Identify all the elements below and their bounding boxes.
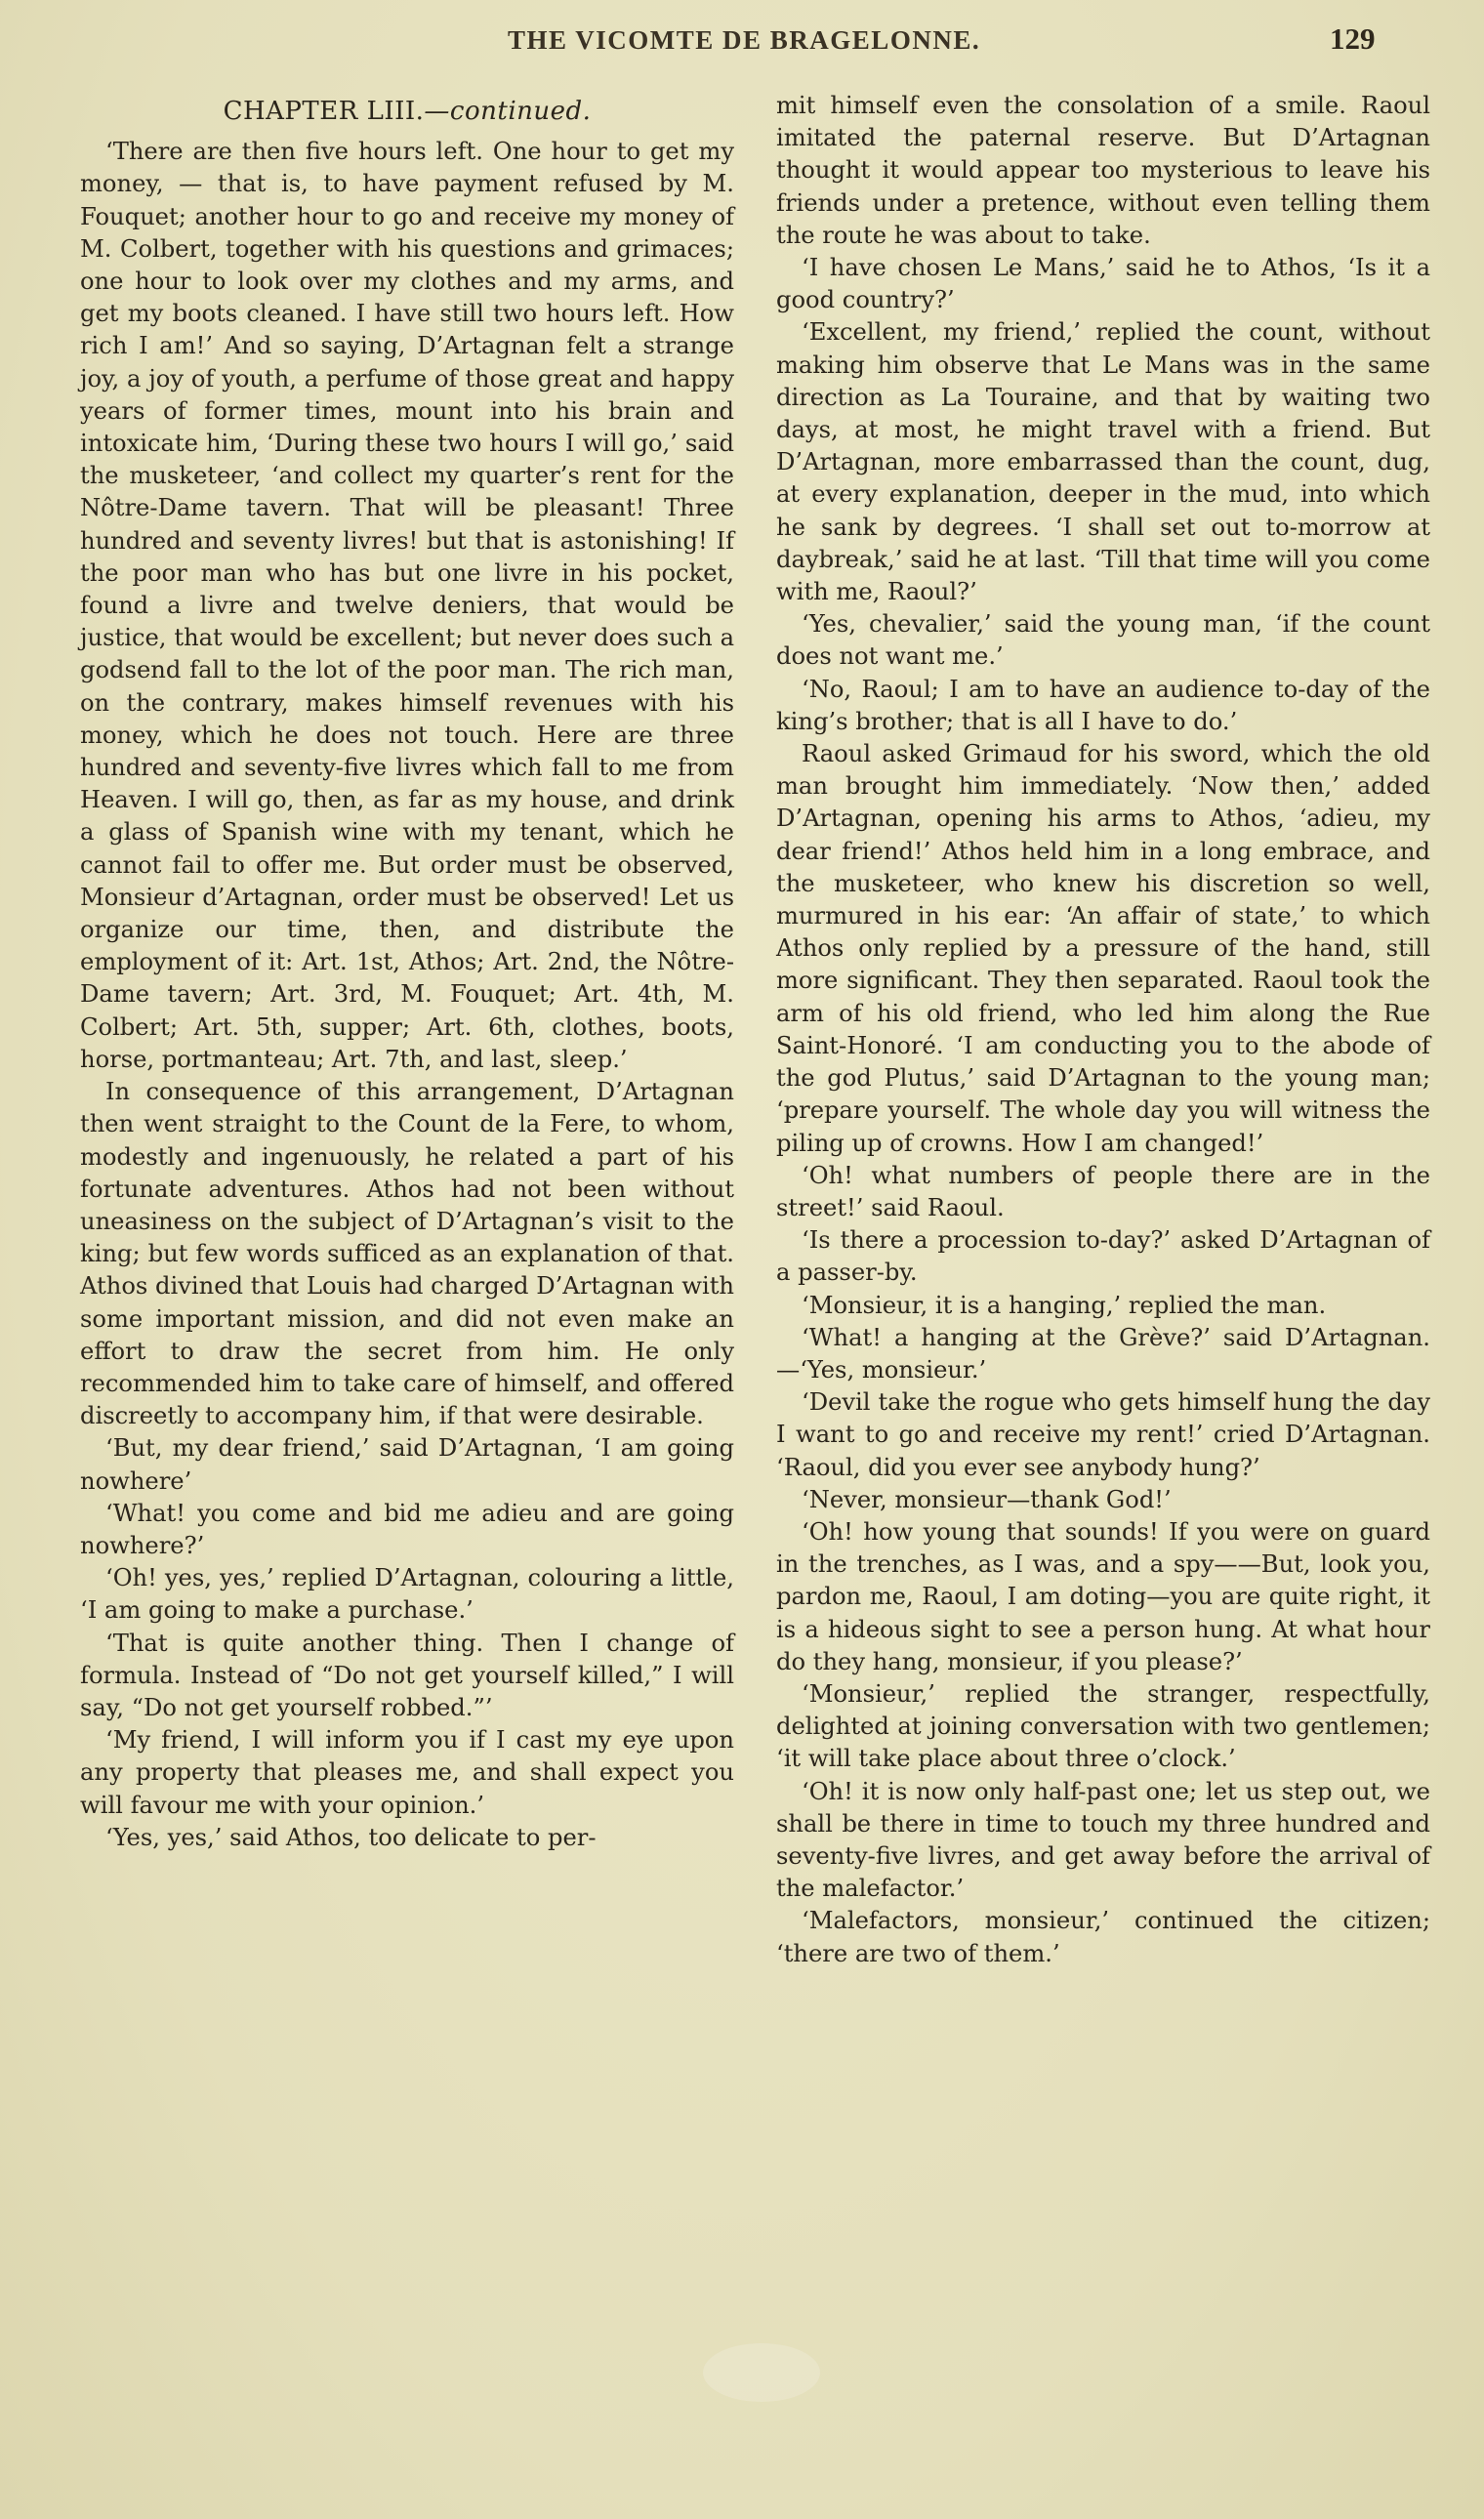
chapter-heading xyxy=(80,96,734,128)
paragraph: ‘Is there a procession to-day?’ asked D’Artagnan of a passer-by. xyxy=(776,1226,1430,1287)
chapter-label: CHAPTER LIII. xyxy=(223,97,425,126)
paragraph: ‘Oh! it is now only half-past one; let us step out, we shall be there in time to touch my three hundred and seventy-five livres, and get away before the arrival of the malefactor.’ xyxy=(776,1777,1430,1903)
paragraph: ‘But, my dear friend,’ said D’Artagnan, ‘I am going nowhere’ xyxy=(80,1434,734,1495)
paragraph: ‘Oh! what numbers of people there are in the street!’ said Raoul. xyxy=(776,1161,1430,1221)
paragraph: ‘Oh! yes, yes,’ replied D’Artagnan, colouring a little, ‘I am going to make a purchase.’ xyxy=(80,1564,734,1625)
paragraph: ‘I have chosen Le Mans,’ said he to Athos, ‘Is it a good country?’ xyxy=(776,254,1430,314)
paragraph: ‘That is quite another thing. Then I change of formula. Instead of “Do not get yourself killed,” I will say, “Do not get yourself robbed.”’ xyxy=(80,1629,734,1721)
paragraph: ‘Oh! how young that sounds! If you were on guard in the trenches, as I was, and a spy——But, look you, pardon me, Raoul, I am doting—you are quite right, it is a hideous sight to see a person hung. At what hour do they hang, monsieur, if you please?’ xyxy=(776,1517,1430,1675)
paragraph: ‘My friend, I will inform you if I cast my eye upon any property that pleases me, and shall expect you will favour me with your opinion.’ xyxy=(80,1726,734,1819)
paragraph: ‘No, Raoul; I am to have an audience to-day of the king’s brother; that is all I have to do.’ xyxy=(776,675,1430,735)
chapter-continued: —continued. xyxy=(424,97,592,126)
paragraph: ‘Never, monsieur—thank God!’ xyxy=(802,1485,1172,1513)
paragraph: ‘Yes, yes,’ said Athos, too delicate to per- xyxy=(105,1823,597,1851)
running-title: THE VICOMTE DE BRAGELONNE. xyxy=(508,25,981,55)
paper-stain xyxy=(703,2343,820,2402)
paragraph: ‘What! you come and bid me adieu and are going nowhere?’ xyxy=(80,1499,734,1559)
paragraph: mit himself even the consolation of a smile. Raoul imitated the paternal reserve. But D’Artagnan thought it would appear too mysterious to leave his friends under a pretence, without even telling them the route he was about to take. xyxy=(776,92,1430,249)
paragraph: In consequence of this arrangement, D’Artagnan then went straight to the Count de la Fere, to whom, modestly and ingenuously, he related a part of his fortunate adventures. Athos had not been without uneasiness on the subject of D’Artagnan’s visit to the king; but few words sufficed as an explanation of that. Athos divined that Louis had charged D’Artagnan with some important mission, and did not even make an effort to draw the secret from him. He only recommended him to take care of himself, and offered discreetly to accompany him, if that were desirable. xyxy=(80,1078,734,1430)
paragraph: ‘There are then five hours left. One hour to get my money, — that is, to have payment refused by M. Fouquet; another hour to go and receive my money of M. Colbert, together with his questions and grimaces; one hour to look over my clothes and my arms, and get my boots cleaned. I have still two hours left. How rich I am!’ And so saying, D’Artagnan felt a strange joy, a joy of youth, a perfume of those great and happy years of former times, mount into his brain and intoxicate him, ‘During these two hours I will go,’ said the musketeer, ‘and collect my quarter’s rent for the Nôtre-Dame tavern. That will be pleasant! Three hundred and seventy livres! but that is astonishing! If the poor man who has but one livre in his pocket, found a livre and twelve deniers, that would be justice, that would be excellent; but never does such a godsend fall to the lot of the poor man. The rich man, on the contrary, makes himself revenues with his money, which he does not touch. Here are three hundred and seventy-five livres which fall to me from Heaven. I will go, then, as far as my house, and drink a glass of Spanish wine with my tenant, which he cannot fail to offer me. But order must be observed, Monsieur d’Artagnan, order must be observed! Let us organize our time, then, and distribute the employment of it: Art. 1st, Athos; Art. 2nd, the Nôtre-Dame tavern; Art. 3rd, M. Fouquet; Art. 4th, M. Colbert; Art. 5th, supper; Art. 6th, clothes, boots, horse, portmanteau; Art. 7th, and last, sleep.’ xyxy=(80,138,734,1073)
paragraph: ‘What! a hanging at the Grève?’ said D’Artagnan.—‘Yes, monsieur.’ xyxy=(776,1323,1430,1383)
paragraph: ‘Yes, chevalier,’ said the young man, ‘if the count does not want me.’ xyxy=(776,610,1430,671)
running-header xyxy=(0,21,1484,61)
left-column xyxy=(80,90,734,1854)
paragraph: Raoul asked Grimaud for his sword, which the old man brought him immediately. ‘Now then,’ added D’Artagnan, opening his arms to Athos, ‘adieu, my dear friend!’ Athos held him in a long embrace, and the musketeer, who knew his discretion so well, murmured in his ear: ‘An affair of state,’ to which Athos only replied by a pressure of the hand, still more significant. They then separated. Raoul took the arm of his old friend, who led him along the Rue Saint-Honoré. ‘I am conducting you to the abode of the god Plutus,’ said D’Artagnan to the young man; ‘prepare yourself. The whole day you will witness the piling up of crowns. How I am changed!’ xyxy=(776,740,1430,1157)
paragraph: ‘Monsieur,’ replied the stranger, respectfully, delighted at joining conversation with two gentlemen; ‘it will take place about three o’clock.’ xyxy=(776,1679,1430,1773)
paragraph: ‘Malefactors, monsieur,’ continued the citizen; ‘there are two of them.’ xyxy=(776,1907,1430,1967)
page-number: 129 xyxy=(1330,21,1376,56)
right-column xyxy=(776,90,1430,1970)
paragraph: ‘Devil take the rogue who gets himself hung the day I want to go and receive my rent!’ cried D’Artagnan. ‘Raoul, did you ever see anybody hung?’ xyxy=(776,1388,1430,1481)
paragraph: ‘Excellent, my friend,’ replied the count, without making him observe that Le Mans was in the same direction as La Touraine, and that by waiting two days, at most, he might travel with a friend. But D’Artagnan, more embarrassed than the count, dug, at every explanation, deeper in the mud, into which he sank by degrees. ‘I shall set out to-morrow at daybreak,’ said he at last. ‘Till that time will you come with me, Raoul?’ xyxy=(776,318,1430,606)
paragraph: ‘Monsieur, it is a hanging,’ replied the man. xyxy=(802,1291,1327,1319)
